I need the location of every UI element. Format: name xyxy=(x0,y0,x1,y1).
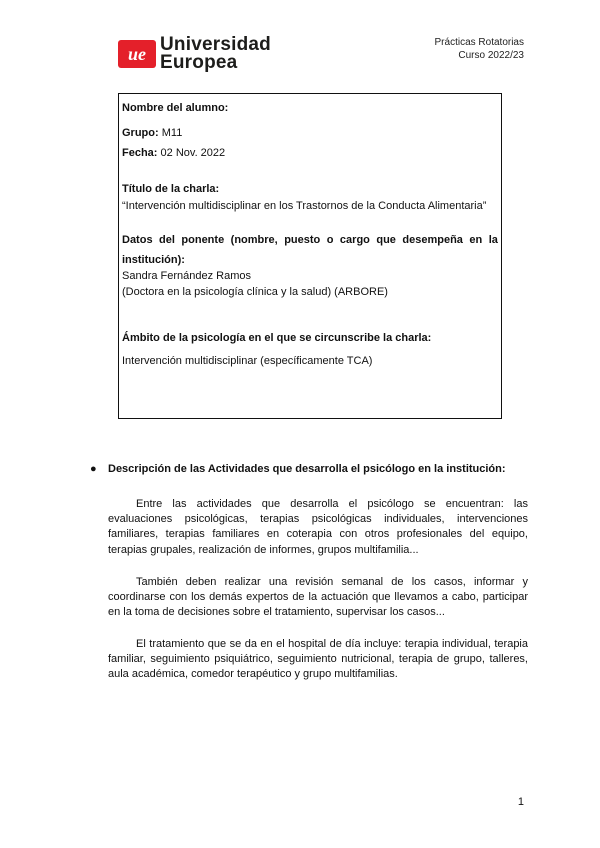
group-label: Grupo: xyxy=(122,127,159,139)
logo-text xyxy=(160,36,271,72)
student-info-box xyxy=(118,93,502,419)
page-number: 1 xyxy=(517,796,524,808)
speaker-label-end: institución): xyxy=(122,254,185,266)
ue-logo-icon xyxy=(118,40,156,68)
speaker-label-end-row xyxy=(122,252,498,268)
course-title: Prácticas Rotatorias xyxy=(434,37,524,48)
speaker-word: en xyxy=(469,234,483,246)
speaker-word: ponente xyxy=(181,234,225,246)
logo-line2: Europea xyxy=(160,52,238,73)
speaker-word: (nombre, xyxy=(230,234,278,246)
student-name-label: Nombre del alumno: xyxy=(122,102,229,114)
course-info xyxy=(435,36,524,62)
speaker-word: cargo xyxy=(339,234,370,246)
date-row xyxy=(122,145,498,161)
paragraph: El tratamiento que se da en el hospital de día incluye: terapia individual, terapia familiar, seguimiento psiquiátrico, seguimiento nutricional, terapia de grupo, talleres, aula académica, comedor terapéutico y grupo multifamilias. xyxy=(108,638,528,681)
talk-title-label: Título de la charla: xyxy=(122,183,220,195)
student-name-row xyxy=(122,100,498,116)
scope-row xyxy=(122,330,498,346)
speaker-word: o xyxy=(326,234,334,246)
paragraph: También deben realizar una revisión semanal de los casos, informar y coordinarse con los demás expertos de la actuación que llevamos a cabo, participar en la toma de decisiones sobre el tratamiento, supervisar los casos... xyxy=(108,576,528,619)
talk-title-row xyxy=(122,181,498,197)
speaker-word: desempeña xyxy=(402,234,463,246)
speaker-role: (Doctora en la psicología clínica y la salud) (ARBORE) xyxy=(122,286,388,298)
speaker-name: Sandra Fernández Ramos xyxy=(122,270,252,282)
speaker-word: del xyxy=(159,234,175,246)
group-row xyxy=(122,125,498,141)
speaker-word: Datos xyxy=(122,234,153,246)
logo-line1: Universidad xyxy=(160,34,271,55)
scope-value: Intervención multidisciplinar (específicamente TCA) xyxy=(122,355,373,367)
scope-label: Ámbito de la psicología en el que se circunscribe la charla: xyxy=(122,332,432,344)
group-value: M11 xyxy=(161,127,183,139)
section-heading xyxy=(90,463,506,475)
course-year: Curso 2022/23 xyxy=(458,50,524,61)
speaker-word: la xyxy=(488,234,498,246)
section-heading-text: Descripción de las Actividades que desarrolla el psicólogo en la institución: xyxy=(108,463,506,475)
bullet-icon: ● xyxy=(90,463,97,475)
date-value: 02 Nov. 2022 xyxy=(160,147,226,159)
talk-title-value: “Intervención multidisciplinar en los Trastornos de la Conducta Alimentaria” xyxy=(122,200,487,212)
university-logo xyxy=(118,36,271,72)
speaker-word: que xyxy=(376,234,396,246)
date-label: Fecha: xyxy=(122,147,158,159)
paragraph: Entre las actividades que desarrolla el psicólogo se encuentran: las evaluaciones psicológicas, terapias psicológicas individuales, intervenciones familiares, terapias familiares en coterapia con otros profesionales del equipo, terapias grupales, realización de informes, grupos multifamilia... xyxy=(108,498,528,556)
speaker-word: puesto xyxy=(284,234,321,246)
speaker-label-line xyxy=(122,232,498,248)
svg-text:ue: ue xyxy=(128,44,146,64)
